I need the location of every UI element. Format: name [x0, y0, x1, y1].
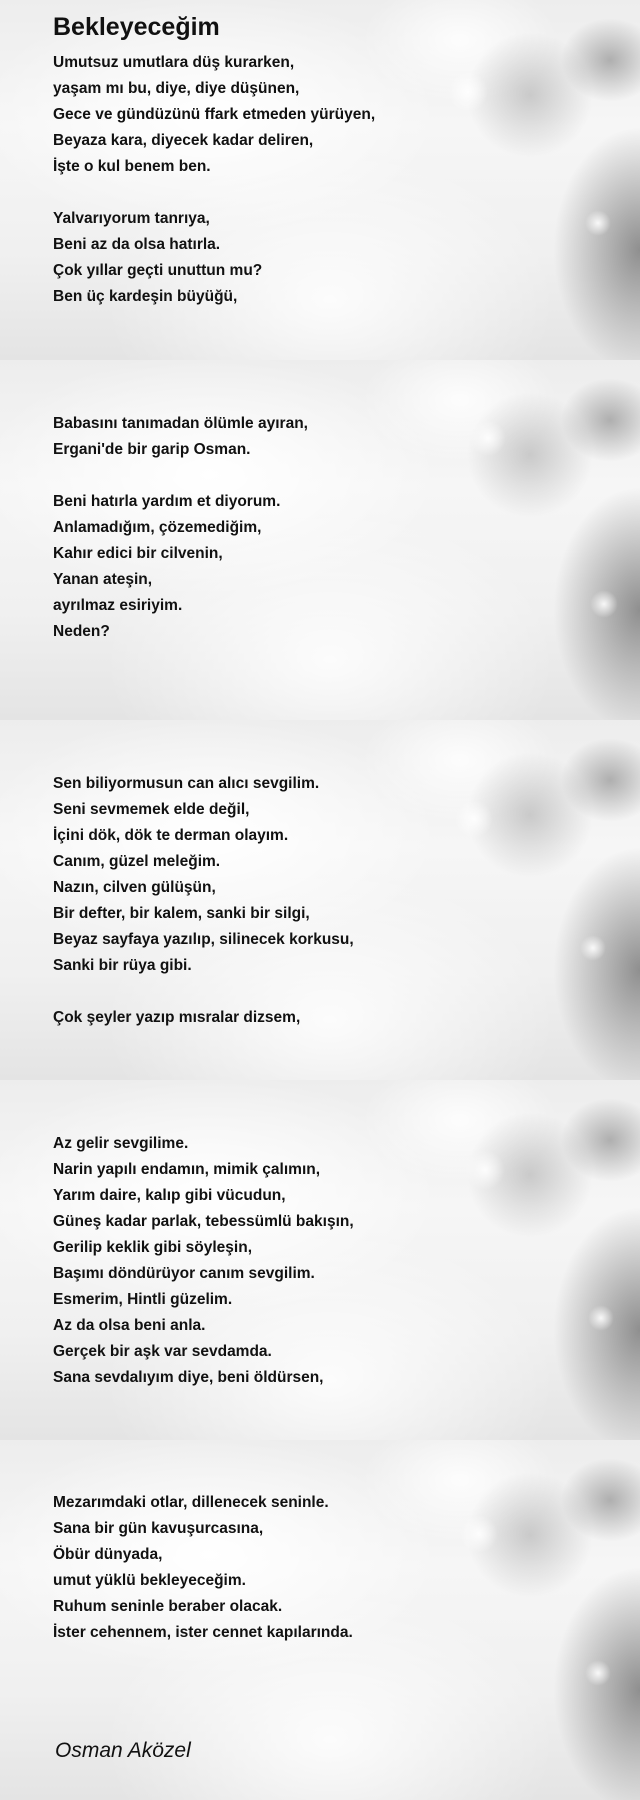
poem-author: Osman Aközel [55, 1739, 191, 1762]
bokeh-light [585, 210, 611, 236]
poem-line: Umutsuz umutlara düş kurarken, [53, 54, 295, 71]
poem-panel-3 [0, 720, 640, 1080]
poem-line: İşte o kul benem ben. [53, 158, 211, 175]
poem-line: Seni sevmemek elde değil, [53, 801, 250, 818]
poem-line: Yalvarıyorum tanrıya, [53, 210, 210, 227]
poem-line: Beni az da olsa hatırla. [53, 236, 221, 253]
poem-line: Gerçek bir aşk var sevdamda. [53, 1343, 272, 1360]
poem-line: Babasını tanımadan ölümle ayıran, [53, 415, 308, 432]
poem-stanza-3 [53, 771, 354, 1031]
poem-panel-2 [0, 360, 640, 720]
poem-line: Ruhum seninle beraber olacak. [53, 1598, 283, 1615]
poem-line: Az da olsa beni anla. [53, 1317, 206, 1334]
poem-line: Neden? [53, 623, 110, 640]
poem-line: Bir defter, bir kalem, sanki bir silgi, [53, 905, 310, 922]
poem-line: Beyaz sayfaya yazılıp, silinecek korkusu, [53, 931, 354, 948]
poem-panel-1 [0, 0, 640, 360]
poem-line: Gerilip keklik gibi söyleşin, [53, 1239, 252, 1256]
stanza-gap [53, 463, 308, 489]
poem-title: Bekleyeceğim [53, 13, 220, 41]
poem-line: Sen biliyormusun can alıcı sevgilim. [53, 775, 320, 792]
poem-stanza-5 [53, 1490, 353, 1646]
poem-line: Beyaza kara, diyecek kadar deliren, [53, 132, 314, 149]
bokeh-light [590, 590, 618, 618]
poem-line: yaşam mı bu, diye, diye düşünen, [53, 80, 300, 97]
poem-line: Ben üç kardeşin büyüğü, [53, 288, 238, 305]
poem-line: Yarım daire, kalıp gibi vücudun, [53, 1187, 286, 1204]
poem-line: Anlamadığım, çözemediğim, [53, 519, 262, 536]
poem-line: Başımı döndürüyor canım sevgilim. [53, 1265, 315, 1282]
poem-panel-4 [0, 1080, 640, 1440]
poem-stanza-2 [53, 411, 308, 645]
poem-line: Sana sevdalıyım diye, beni öldürsen, [53, 1369, 324, 1386]
poem-line: Esmerim, Hintli güzelim. [53, 1291, 233, 1308]
poem-line: İçini dök, dök te derman olayım. [53, 827, 289, 844]
bokeh-light [465, 1150, 505, 1190]
stanza-gap [53, 180, 375, 206]
poem-line: İster cehennem, ister cennet kapılarında. [53, 1624, 353, 1641]
poem-line: Yanan ateşin, [53, 571, 153, 588]
bokeh-light [470, 420, 506, 456]
poem-stanza-4 [53, 1131, 354, 1391]
poem-line: Öbür dünyada, [53, 1546, 163, 1563]
poem-line: Nazın, cilven gülüşün, [53, 879, 216, 896]
poem-line: Canım, güzel meleğim. [53, 853, 221, 870]
stanza-gap [53, 979, 354, 1005]
poem-stanza-1 [53, 50, 375, 310]
poem-line: Ergani'de bir garip Osman. [53, 441, 251, 458]
poem-line: Sana bir gün kavuşurcasına, [53, 1520, 264, 1537]
poem-line: Güneş kadar parlak, tebessümlü bakışın, [53, 1213, 354, 1230]
poem-line: Kahır edici bir cilvenin, [53, 545, 223, 562]
poem-line: Gece ve gündüzünü ffark etmeden yürüyen, [53, 106, 376, 123]
bokeh-light [455, 800, 493, 838]
poem-line: Az gelir sevgilime. [53, 1135, 189, 1152]
bokeh-light [580, 935, 606, 961]
poem-line: Narin yapılı endamın, mimik çalımın, [53, 1161, 321, 1178]
poem-line: ayrılmaz esiriyim. [53, 597, 183, 614]
bokeh-light [588, 1305, 614, 1331]
bokeh-light [448, 72, 488, 112]
poem-line: umut yüklü bekleyeceğim. [53, 1572, 246, 1589]
poem-line: Çok yıllar geçti unuttun mu? [53, 262, 263, 279]
poem-line: Beni hatırla yardım et diyorum. [53, 493, 281, 510]
poem-line: Çok şeyler yazıp mısralar dizsem, [53, 1009, 301, 1026]
poem-line: Sanki bir rüya gibi. [53, 957, 192, 974]
bokeh-light [460, 1515, 498, 1553]
poem-line: Mezarımdaki otlar, dillenecek seninle. [53, 1494, 329, 1511]
bokeh-light [585, 1660, 611, 1686]
